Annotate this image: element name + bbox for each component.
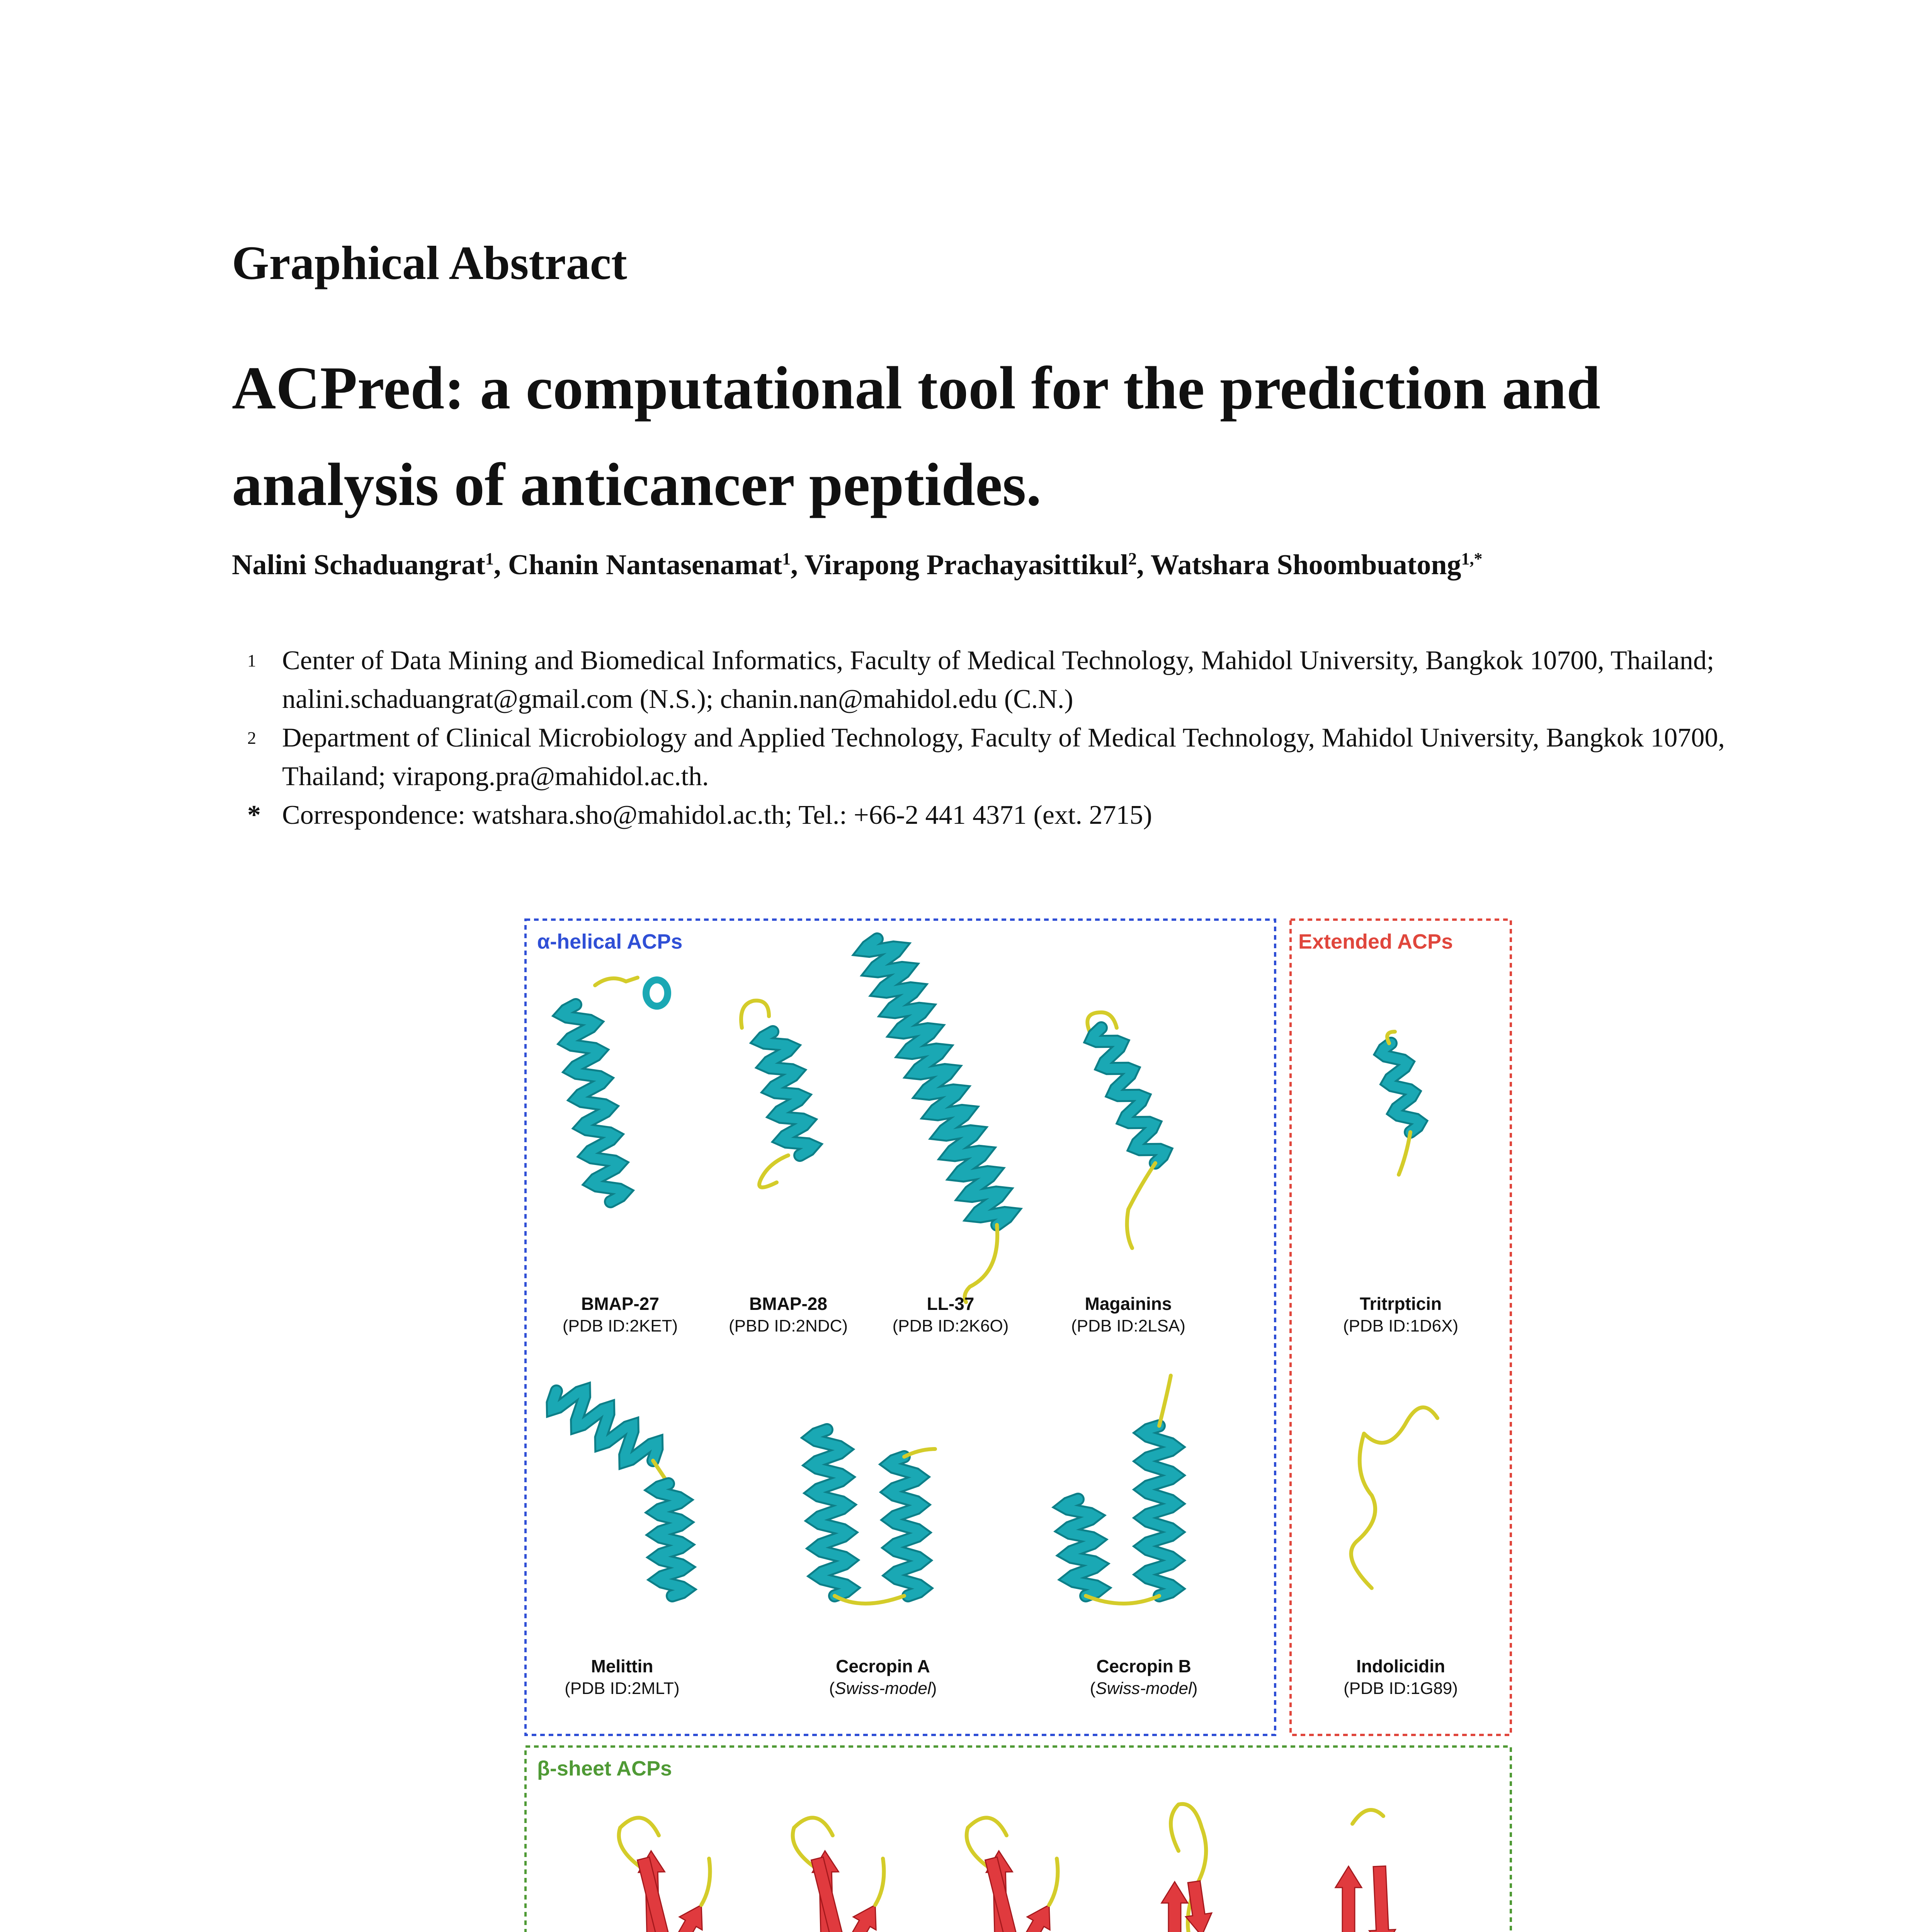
author-affiliation-mark: 1 (485, 549, 494, 568)
structure-drawings (553, 939, 1437, 1932)
author-separator: , (791, 549, 804, 581)
structure-pdb-id: (PDB ID:2LSA) (1071, 1316, 1185, 1335)
peptide-structure-figure (522, 916, 1515, 1932)
paper-title: ACPred: a computational tool for the prediction and analysis of anticancer peptides. (232, 354, 1600, 519)
beta-strand-arrow (1335, 1866, 1362, 1932)
coil-segment (759, 1155, 788, 1187)
affiliation-marker: 2 (247, 728, 256, 748)
coil-segment (1127, 1163, 1155, 1248)
structure-model-source: Swiss-model (1095, 1679, 1192, 1698)
helix-ribbon (1092, 1028, 1165, 1163)
helix-turn (646, 980, 668, 1006)
correspondence-text: Correspondence: watshara.sho@mahidol.ac.th; Tel.: +66-2 441 4371 (ext. 2715) (282, 800, 1152, 830)
structure-name: Tritrpticin (1359, 1294, 1442, 1314)
structure-pdb-id: (PDB ID:2K6O) (892, 1316, 1009, 1335)
beta-strand-arrow (1369, 1866, 1396, 1932)
affiliation-marker: 1 (247, 651, 256, 670)
coil-segment (965, 1225, 997, 1302)
author-name: Chanin Nantasenamat (508, 549, 782, 581)
structure-pdb-id: (PDB ID:2MLT) (565, 1679, 680, 1698)
structure-name: LL-37 (927, 1294, 975, 1314)
beta-strand-arrow (1162, 1882, 1188, 1932)
author-separator: , (1136, 549, 1151, 581)
correspondence-marker: * (247, 800, 261, 830)
structure-pdb-id: (PBD ID:2NDC) (728, 1316, 848, 1335)
structure-pdb-id: (PDB ID:1D6X) (1343, 1316, 1459, 1335)
author-affiliation-mark: 1 (782, 549, 791, 568)
coil-segment (595, 978, 638, 985)
coil-segment (741, 1001, 769, 1028)
section-heading: Graphical Abstract (232, 236, 627, 289)
structure-pdb-id: (PDB ID:2KET) (562, 1316, 678, 1335)
author-name: Virapong Prachayasittikul (804, 549, 1128, 581)
coil-segment (1352, 1810, 1383, 1824)
structure-name: Cecropin B (1096, 1656, 1191, 1676)
author-name: Nalini Schaduangrat (232, 549, 485, 581)
author-affiliation-mark: 1,* (1461, 549, 1483, 568)
beta-strand-arrow (839, 1905, 876, 1932)
helix-ribbon (553, 1390, 657, 1461)
structure-pdb-id: (PDB ID:1G89) (1344, 1679, 1458, 1698)
structure-name: Magainins (1085, 1294, 1172, 1314)
author-list (232, 549, 1482, 582)
helix-ribbon (1381, 1043, 1420, 1132)
affiliation-text: Center of Data Mining and Biomedical Informatics, Faculty of Medical Technology, Mahidol University, Bangkok 10700, Thailand; nalini.schaduangrat@gmail.com (N.S.); chanin.nan@mahidol.edu (C.N.) (282, 646, 1714, 714)
svg-text:(Swiss-model): (Swiss-model) (829, 1679, 937, 1698)
beta-strand-arrow (665, 1905, 702, 1932)
structure-name: Melittin (591, 1656, 653, 1676)
beta-sheet-title: β-sheet ACPs (537, 1757, 672, 1780)
svg-text:(Swiss-model): (Swiss-model) (1090, 1679, 1198, 1698)
structure-name: Cecropin A (836, 1656, 930, 1676)
extended-title: Extended ACPs (1298, 930, 1453, 953)
structure-name: BMAP-28 (749, 1294, 827, 1314)
structure-name: BMAP-27 (581, 1294, 659, 1314)
structure-model-source: Swiss-model (835, 1679, 931, 1698)
helix-ribbon (760, 1032, 813, 1155)
affiliation-text: Department of Clinical Microbiology and Applied Technology, Faculty of Medical Technology, Mahidol University, Bangkok 10700, Thailand; virapong.pra@mahidol.ac.th. (282, 723, 1725, 791)
alpha-helical-title: α-helical ACPs (537, 930, 683, 953)
helix-ribbon (1063, 1499, 1100, 1596)
author-separator: , (493, 549, 508, 581)
author-affiliation-mark: 2 (1128, 549, 1137, 568)
structure-name: Indolicidin (1356, 1656, 1445, 1676)
beta-sheet-box (526, 1747, 1511, 1932)
beta-strand-arrow (1013, 1905, 1050, 1932)
author-name: Watshara Shoombuatong (1150, 549, 1461, 581)
coil-segment (1351, 1407, 1437, 1588)
helix-ribbon (864, 939, 1010, 1225)
